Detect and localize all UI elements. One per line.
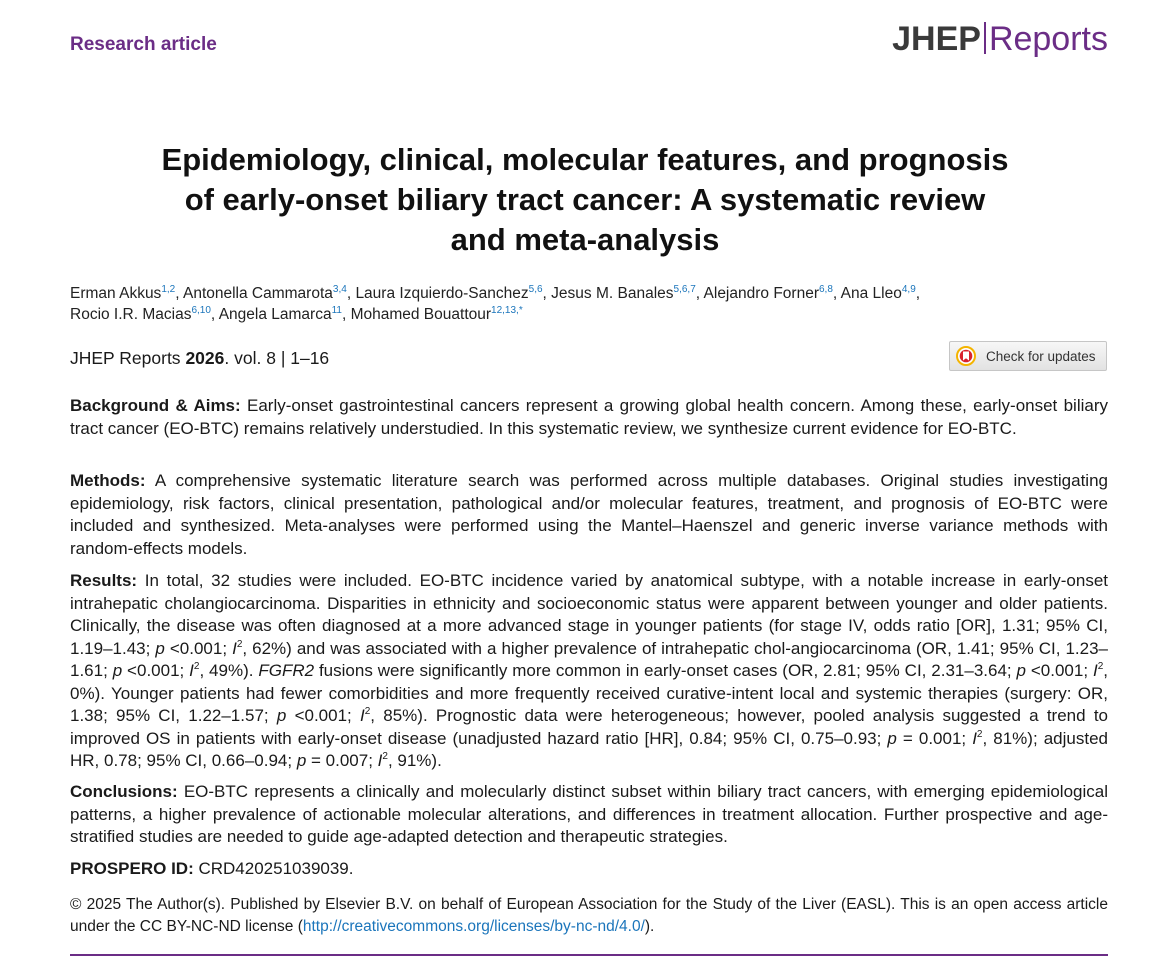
author-name: Alejandro Forner	[703, 285, 819, 302]
results-text: , 91%).	[387, 751, 442, 770]
results-text: In total, 32 studies were included. EO-BTC incidence varied by anatomical subtype, with a notable increase in early-onset intrahepatic cholangiocarcinoma. Disparities in ethnicity and socioeconomic status were apparent between younger and older patients. Clinically, the disease was often diagnosed at a more advanced stage in younger patients (for stage IV, odds ratio [OR], 1.31; 95% CI, 1.19–1.43;	[70, 571, 1108, 658]
journal-logo-jhep: JHEP	[892, 20, 981, 58]
results-text: <0.001;	[164, 638, 233, 658]
results-text: <0.001;	[1025, 661, 1093, 680]
abstract-methods	[70, 470, 1108, 560]
citation-pages: 1–16	[290, 348, 330, 368]
gene-name: FGFR2	[258, 661, 315, 680]
article-title	[90, 140, 1080, 260]
check-for-updates-button[interactable]	[949, 341, 1107, 371]
p-value-symbol: p	[296, 751, 307, 770]
abstract-conclusions	[70, 781, 1108, 849]
i-squared-symbol: I	[972, 728, 977, 748]
author-list: Erman Akkus$^{1,2}$, Antonella Cammarota$^{3,4}$, Laura Izquierdo-Sanchez$^{5,6}$, Jesus M. Banales$^{5,6,7}$, Alejandro Forner$^{6,8}$, Ana Lleo$^{4,9}$, Rocio I.R. Macias$^{6,10}$, Angela Lamarca$^{11}$, Mohamed Bouattour$^{12,13,*}$	[70, 284, 921, 323]
author-affiliation[interactable]: 6,10	[191, 305, 211, 316]
p-value-symbol: p	[1016, 661, 1026, 680]
squared-superscript: 2	[382, 751, 388, 762]
title-line: of early-onset biliary tract cancer: A systematic review	[184, 182, 986, 217]
copyright-notice	[70, 894, 1108, 937]
prospero-id	[70, 858, 1108, 881]
abstract-results	[70, 570, 1108, 773]
results-text: fusions were significantly more common in early-onset cases (OR, 2.81; 95% CI, 2.31–3.64;	[314, 661, 1017, 680]
citation-journal: JHEP Reports	[70, 348, 181, 368]
results-text: , 62%) and was associated with a higher prevalence of intrahepatic chol-angiocarcinoma (OR, 1.41; 95% CI, 1.23–1.61;	[70, 638, 1108, 680]
prospero-value: CRD420251039039.	[193, 859, 354, 878]
license-link[interactable]: http://creativecommons.org/licenses/by-nc-nd/4.0/	[302, 917, 645, 935]
results-text: = 0.001;	[896, 728, 973, 748]
author-affiliation[interactable]: 3,4	[332, 284, 347, 295]
p-value-symbol: p	[887, 728, 897, 748]
i-squared-symbol: I	[189, 661, 194, 680]
author-name: Angela Lamarca	[218, 306, 332, 323]
author-affiliation[interactable]: 6,8	[818, 284, 833, 295]
check-for-updates-label: Check for updates	[986, 348, 1096, 364]
results-text: <0.001;	[286, 706, 360, 725]
author-affiliation[interactable]: 1,2	[161, 284, 176, 295]
journal-logo	[892, 20, 1108, 59]
prospero-heading: PROSPERO ID:	[70, 859, 194, 878]
i-squared-symbol: I	[360, 706, 365, 725]
copyright-close: ).	[644, 917, 655, 935]
background-heading: Background & Aims:	[70, 396, 241, 415]
title-line: Epidemiology, clinical, molecular features, and prognosis	[161, 142, 1009, 177]
abstract-background	[70, 395, 1108, 440]
squared-superscript: 2	[236, 638, 243, 650]
p-value-symbol: p	[112, 661, 123, 680]
i-squared-symbol: I	[1092, 661, 1098, 680]
results-text: , 85%). Prognostic data were heterogeneous; however, pooled analysis suggested a trend to improved OS in patients with early-onset disease (unadjusted hazard ratio [HR], 0.84; 95% CI, 0.75–0.93;	[70, 706, 1108, 748]
results-text: , 81%); adjusted HR, 0.78; 95% CI, 0.66–0.94;	[70, 728, 1108, 770]
title-line: and meta-analysis	[450, 222, 720, 257]
background-text: Early-onset gastrointestinal cancers represent a growing global health concern. Among these, early-onset biliary tract cancer (EO-BTC) remains relatively understudied. In this systematic review, we synthesize current evidence for EO-BTC.	[70, 396, 1108, 438]
i-squared-symbol: I	[377, 751, 383, 770]
author-name: Antonella Cammarota	[182, 285, 333, 302]
author-affiliation[interactable]: 4,9	[901, 284, 916, 295]
squared-superscript: 2	[1097, 661, 1104, 672]
bottom-divider	[70, 954, 1108, 956]
logo-divider	[984, 22, 986, 54]
conclusions-text: EO-BTC represents a clinically and molecularly distinct subset within biliary tract cancers, with emerging epidemiological patterns, a higher prevalence of actionable molecular alterations, and differences in treatment allocation. Further prospective and age-stratified studies are needed to guide age-adapted detection and therapeutic strategies.	[70, 782, 1108, 846]
conclusions-heading: Conclusions:	[70, 782, 178, 801]
author-name: Ana Lleo	[840, 285, 902, 302]
author-affiliation[interactable]: 11	[331, 305, 342, 316]
methods-text: A comprehensive systematic literature search was performed across multiple databases. Original studies investigating epidemiology, risk factors, clinical presentation, pathological and/or molecular features, treatment, and prognosis of EO-BTC were included and synthesized. Meta-analyses were performed using the Mantel–Haenszel and generic inverse variance methods with random-effects models.	[70, 471, 1108, 558]
journal-logo-reports: Reports	[988, 20, 1108, 58]
author-affiliation[interactable]: 12,13,*	[491, 305, 523, 316]
squared-superscript: 2	[976, 728, 983, 740]
author-name: Jesus M. Banales	[551, 285, 674, 302]
p-value-symbol: p	[155, 638, 165, 658]
author-affiliation[interactable]: 5,6,7	[673, 284, 696, 295]
citation-year: 2026	[185, 348, 225, 368]
crossmark-icon	[956, 346, 976, 366]
author-name: Rocio I.R. Macias	[70, 306, 192, 323]
author-name: Erman Akkus	[70, 285, 162, 302]
citation-separator: |	[280, 348, 286, 368]
results-text: , 0%). Younger patients had fewer comorbidities and more frequently received curative-intent local and systemic therapies (surgery: OR, 1.38; 95% CI, 1.22–1.57;	[70, 661, 1108, 725]
methods-heading: Methods:	[70, 471, 146, 490]
squared-superscript: 2	[364, 706, 371, 717]
results-text: , 49%).	[199, 661, 259, 680]
results-text: <0.001;	[122, 661, 190, 680]
author-name: Laura Izquierdo-Sanchez	[355, 285, 529, 302]
citation-line	[70, 348, 329, 369]
squared-superscript: 2	[193, 661, 200, 672]
p-value-symbol: p	[276, 706, 287, 725]
author-name: Mohamed Bouattour	[350, 306, 492, 323]
citation-volume: . vol. 8	[224, 348, 276, 368]
copyright-text: © 2025 The Author(s). Published by Elsevier B.V. on behalf of European Association for the Study of the Liver (EASL). This is an open access article under the CC BY-NC-ND license (	[70, 896, 1108, 935]
article-type-label: Research article	[70, 34, 217, 55]
author-affiliation[interactable]: 5,6	[528, 284, 543, 295]
i-squared-symbol: I	[232, 638, 237, 658]
results-text: = 0.007;	[306, 751, 378, 770]
results-heading: Results:	[70, 571, 138, 590]
